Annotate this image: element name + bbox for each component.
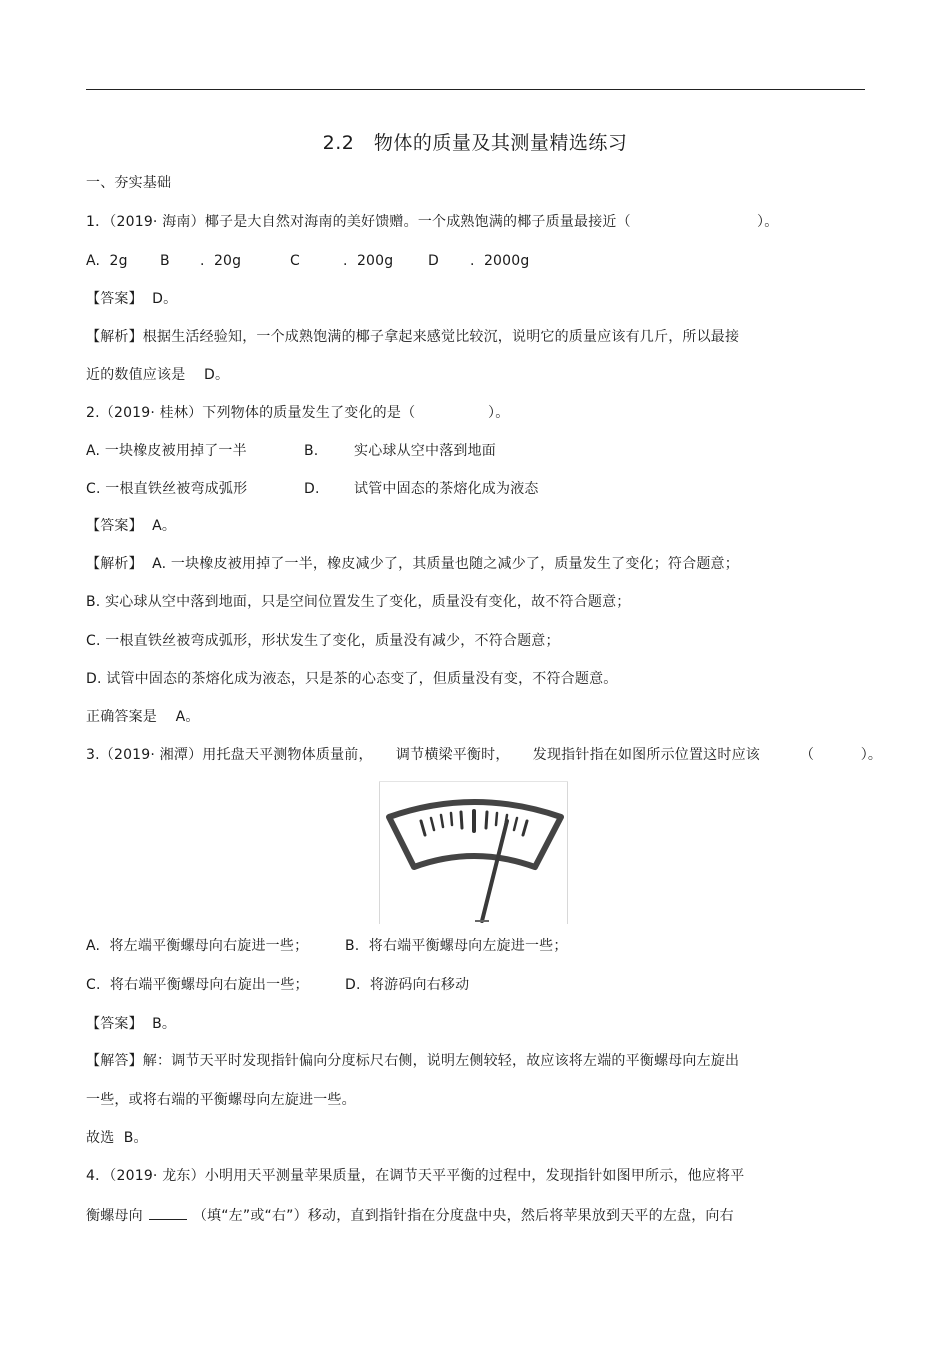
q2-answer: 【答案】 A。: [86, 518, 177, 534]
q2-option-d-letter: D.: [304, 481, 320, 497]
q2-option-d: 试管中固态的茶熔化成为液态: [354, 481, 539, 497]
q3-stem-close: （ ）。: [800, 747, 883, 763]
q3-option-b: B. 将右端平衡螺母向左旋进一些；: [345, 938, 568, 954]
header-rule: [86, 89, 865, 90]
q2-conclusion: 正确答案是 A。: [86, 709, 200, 725]
balance-dial-figure: [379, 781, 568, 924]
q2-stem-close: ）。: [488, 405, 510, 421]
q2-option-b-letter: B.: [304, 443, 319, 459]
q1-option-c-letter: C: [290, 253, 300, 269]
q1-option-a: A. 2g: [86, 253, 128, 269]
q2-stem: 2.（2019· 桂林）下列物体的质量发生了变化的是（: [86, 405, 416, 421]
page-title: 2.2 物体的质量及其测量精选练习: [322, 132, 628, 154]
q1-option-d-letter: D: [428, 253, 439, 269]
balance-scale-pointer-icon: [379, 781, 568, 924]
q1-analysis-line1: 【解析】根据生活经验知，一个成熟饱满的椰子拿起来感觉比较沉，说明它的质量应该有几斤，所以最接: [86, 329, 740, 345]
q3-option-c: C. 将右端平衡螺母向右旋出一些；: [86, 977, 309, 993]
q4-stem-line2-right: （填“左”或“右”）移动，直到指针指在分度盘中央，然后将苹果放到天平的左盘，向右: [192, 1208, 734, 1224]
q1-stem-text: 1．（2019· 海南）椰子是大自然对海南的美好馈赠。一个成熟饱满的椰子质量最接近（: [86, 214, 631, 230]
q1-answer: 【答案】 D。: [86, 291, 178, 307]
q1-stem-close: ）。: [757, 214, 779, 230]
q2-analysis-line4: D. 试管中固态的茶熔化成为液态，只是茶的心态变了，但质量没有变，不符合题意。: [86, 671, 618, 687]
q4-stem-line1: 4．（2019· 龙东）小明用天平测量苹果质量，在调节天平平衡的过程中，发现指针如图甲所示，他应将平: [86, 1168, 745, 1184]
q1-stem: [86, 212, 631, 232]
q1-option-c: . 200g: [343, 253, 394, 269]
q4-fill-blank: [149, 1205, 187, 1220]
q3-option-d: D. 将游码向右移动: [345, 977, 470, 993]
q4-stem-line2-left: 衡螺母向: [86, 1208, 143, 1224]
q3-option-a: A. 将左端平衡螺母向右旋进一些；: [86, 938, 309, 954]
q1-option-b: . 20g: [200, 253, 242, 269]
q2-analysis-line3: C. 一根直铁丝被弯成弧形，形状发生了变化，质量没有减少，不符合题意；: [86, 633, 560, 649]
q2-analysis-line1: 【解析】 A. 一块橡皮被用掉了一半，橡皮减少了，其质量也随之减少了，质量发生了变化；符合题意；: [86, 556, 739, 572]
q3-analysis-line2: 一些，或将右端的平衡螺母向左旋进一些。: [86, 1092, 356, 1108]
q2-option-a: A. 一块橡皮被用掉了一半: [86, 443, 247, 459]
q2-option-b: 实心球从空中落到地面: [354, 443, 496, 459]
q4-stem-line2: [86, 1205, 734, 1226]
q1-analysis-line2: 近的数值应该是 D。: [86, 367, 230, 383]
q2-analysis-line2: B. 实心球从空中落到地面，只是空间位置发生了变化，质量没有变化，故不符合题意；: [86, 594, 631, 610]
q3-answer: 【答案】 B。: [86, 1016, 177, 1032]
q1-option-d: . 2000g: [470, 253, 530, 269]
section-heading: 一、夯实基础: [86, 175, 172, 191]
q1-option-b-letter: B: [160, 253, 170, 269]
q3-analysis-line1: 【解答】解：调节天平时发现指针偏向分度标尺右侧，说明左侧较轻，故应该将左端的平衡螺母向左旋出: [86, 1053, 740, 1069]
q2-option-c: C. 一根直铁丝被弯成弧形: [86, 481, 248, 497]
q3-conclusion: 故选 B。: [86, 1130, 148, 1146]
q3-stem: 3.（2019· 湘潭）用托盘天平测物体质量前， 调节横梁平衡时， 发现指针指在如图所示位置这时应该: [86, 747, 760, 763]
